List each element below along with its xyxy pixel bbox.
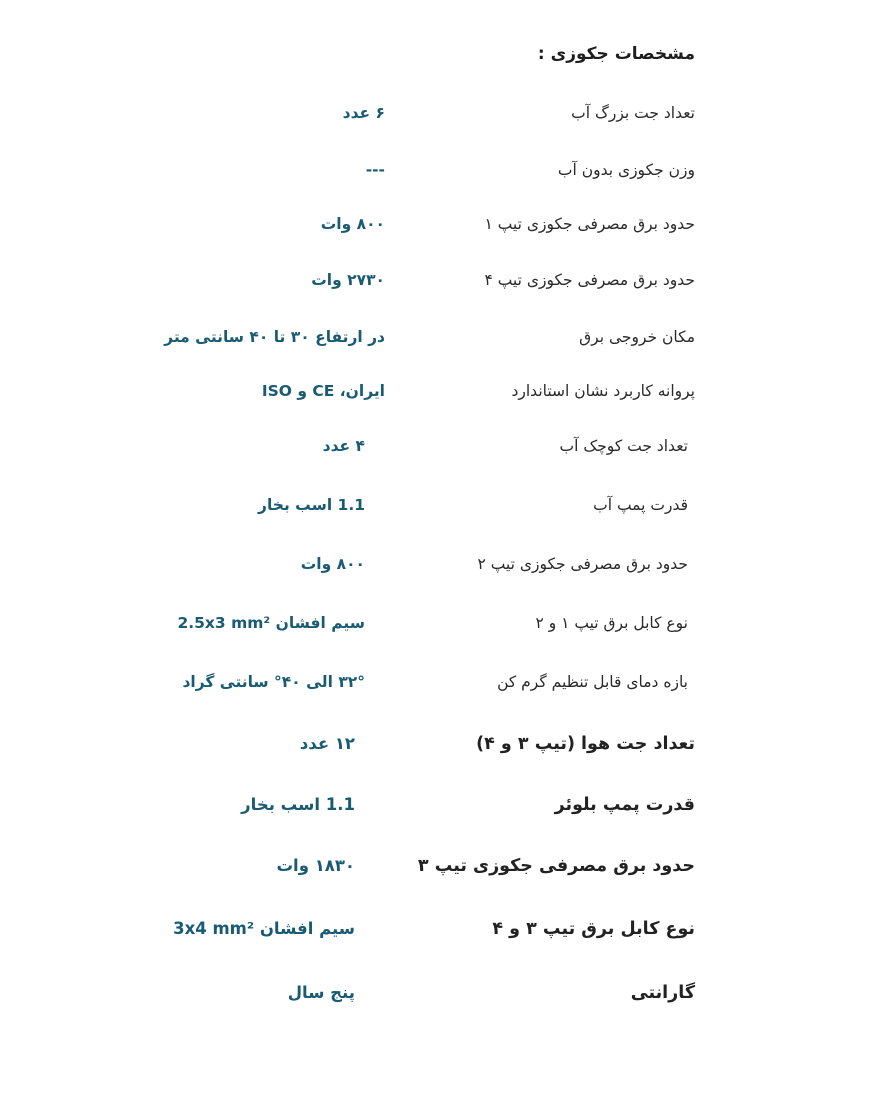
- spec-row-large-water-jets: [0, 98, 870, 128]
- spec-row-power-type-3: [0, 851, 870, 881]
- spec-row-cable-type-3-4: [0, 914, 870, 944]
- page-title: مشخصات جکوزی :: [537, 44, 695, 64]
- spec-value: ۱۸۳۰ وات: [276, 856, 355, 875]
- spec-label: مکان خروجی برق: [579, 328, 695, 346]
- spec-label: تعداد جت کوچک آب: [559, 437, 688, 455]
- spec-label: حدود برق مصرفی جکوزی تیپ ۱: [484, 215, 695, 233]
- spec-row-cable-type-1-2: [0, 608, 870, 638]
- spec-label: حدود برق مصرفی جکوزی تیپ ۲: [477, 555, 688, 573]
- spec-row-power-type-4: [0, 265, 870, 295]
- spec-value: 1.1 اسب بخار: [258, 496, 365, 514]
- spec-value: ایران، CE و ISO: [261, 382, 385, 400]
- spec-label: گارانتی: [630, 983, 695, 1003]
- spec-value: ۳۲° الی ۴۰° سانتی گراد: [182, 673, 365, 691]
- spec-value: ۶ عدد: [342, 104, 385, 122]
- spec-value: ۴ عدد: [322, 437, 365, 455]
- spec-label: وزن جکوزی بدون آب: [557, 161, 695, 179]
- spec-label: حدود برق مصرفی جکوزی تیپ ۴: [484, 271, 695, 289]
- spec-label: نوع کابل برق تیپ ۳ و ۴: [492, 919, 695, 939]
- spec-row-power-type-2: [0, 549, 870, 579]
- spec-label: حدود برق مصرفی جکوزی تیپ ۳: [417, 856, 695, 876]
- spec-label: پروانه کاربرد نشان استاندارد: [511, 382, 695, 400]
- spec-value: پنج سال: [287, 983, 355, 1002]
- spec-row-warranty: [0, 978, 870, 1008]
- spec-label: نوع کابل برق تیپ ۱ و ۲: [535, 614, 688, 632]
- spec-row-dry-weight: [0, 155, 870, 185]
- spec-value: 1.1 اسب بخار: [241, 795, 355, 814]
- spec-value: ۸۰۰ وات: [300, 555, 365, 573]
- spec-label: تعداد جت بزرگ آب: [571, 104, 695, 122]
- spec-row-water-pump-power: [0, 490, 870, 520]
- spec-row-standard-certification: [0, 376, 870, 406]
- spec-label: قدرت پمپ بلوئر: [554, 795, 695, 815]
- spec-row-small-water-jets: [0, 431, 870, 461]
- spec-value: در ارتفاع ۳۰ تا ۴۰ سانتی متر: [164, 328, 385, 346]
- spec-label: تعداد جت هوا (تیپ ۳ و ۴): [476, 734, 695, 754]
- spec-value: سیم افشان 3x4 mm²: [173, 919, 355, 938]
- spec-row-heater-temperature-range: [0, 667, 870, 697]
- spec-label: بازه دمای قابل تنظیم گرم کن: [497, 673, 688, 691]
- spec-value: ۱۲ عدد: [299, 734, 355, 753]
- spec-row-power-outlet-location: [0, 322, 870, 352]
- spec-row-air-jets: [0, 729, 870, 759]
- spec-row-blower-pump-power: [0, 790, 870, 820]
- spec-value: ۲۷۳۰ وات: [311, 271, 385, 289]
- spec-value: سیم افشان 2.5x3 mm²: [177, 614, 365, 632]
- spec-row-power-type-1: [0, 209, 870, 239]
- spec-label: قدرت پمپ آب: [593, 496, 688, 514]
- spec-value: ۸۰۰ وات: [320, 215, 385, 233]
- spec-value: ---: [365, 161, 385, 179]
